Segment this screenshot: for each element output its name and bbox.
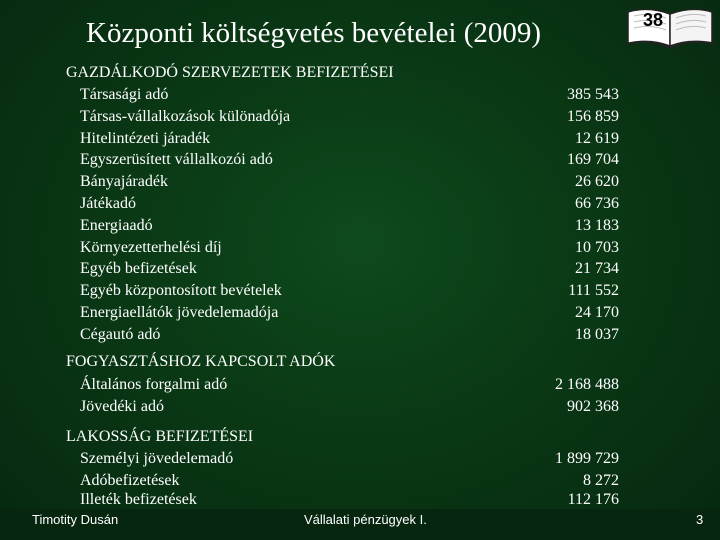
list-item-value: 385 543 (567, 86, 619, 103)
section-heading: GAZDÁLKODÓ SZERVEZETEK BEFIZETÉSEI (66, 64, 394, 81)
slide-title: Központi költségvetés bevételei (2009) (86, 17, 542, 49)
list-item-label: Bányajáradék (80, 173, 168, 191)
list-item-value: 2 168 488 (555, 376, 619, 393)
list-item-value: 12 619 (575, 129, 619, 147)
footer-course: Vállalati pénzügyek I. (304, 512, 427, 527)
list-item-value: 156 859 (567, 107, 619, 125)
footer-page-number: 3 (696, 512, 704, 527)
list-item-label: Jövedéki adó (80, 397, 164, 415)
list-item-value: 21 734 (575, 260, 619, 278)
footer-author: Timotity Dusán (32, 512, 119, 527)
list-item-value: 13 183 (575, 216, 619, 234)
list-item-label: Környezetterhelési díj (80, 238, 222, 256)
list-item-label: Egyéb befizetések (80, 260, 197, 278)
section-heading: LAKOSSÁG BEFIZETÉSEI (66, 428, 254, 445)
list-item-value: 24 170 (575, 304, 619, 321)
list-item-label: Egyéb központosított bevételek (80, 282, 282, 300)
list-item-label: Adóbefizetések (80, 471, 180, 489)
list-item-label: Egyszerüsített vállalkozói adó (80, 151, 273, 169)
page-badge: 38 (642, 10, 664, 30)
list-item-label: Játékadó (80, 195, 136, 212)
list-item-value: 169 704 (567, 151, 619, 169)
list-item-label: Energiaellátók jövedelemadója (80, 304, 279, 321)
list-item-label: Társasági adó (80, 86, 169, 103)
list-item-value: 8 272 (583, 471, 619, 489)
list-item-value: 26 620 (575, 173, 619, 191)
list-item-value: 66 736 (575, 195, 619, 212)
list-item-value: 111 552 (568, 282, 619, 300)
list-item-label: Illeték befizetések (80, 491, 197, 508)
list-item-value: 112 176 (567, 491, 619, 508)
list-item-value: 1 899 729 (555, 450, 619, 467)
list-item-label: Társas-vállalkozások különadója (80, 107, 291, 125)
list-item-label: Személyi jövedelemadó (80, 450, 234, 467)
section-heading: FOGYASZTÁSHOZ KAPCSOLT ADÓK (66, 353, 336, 370)
list-item-value: 10 703 (575, 238, 619, 256)
list-item-label: Cégautó adó (80, 325, 161, 343)
list-item-label: Energiaadó (80, 216, 153, 234)
list-item-value: 902 368 (567, 397, 619, 415)
list-item-value: 18 037 (575, 325, 619, 343)
list-item-label: Általános forgalmi adó (80, 376, 228, 393)
list-item-label: Hitelintézeti járadék (80, 129, 211, 147)
